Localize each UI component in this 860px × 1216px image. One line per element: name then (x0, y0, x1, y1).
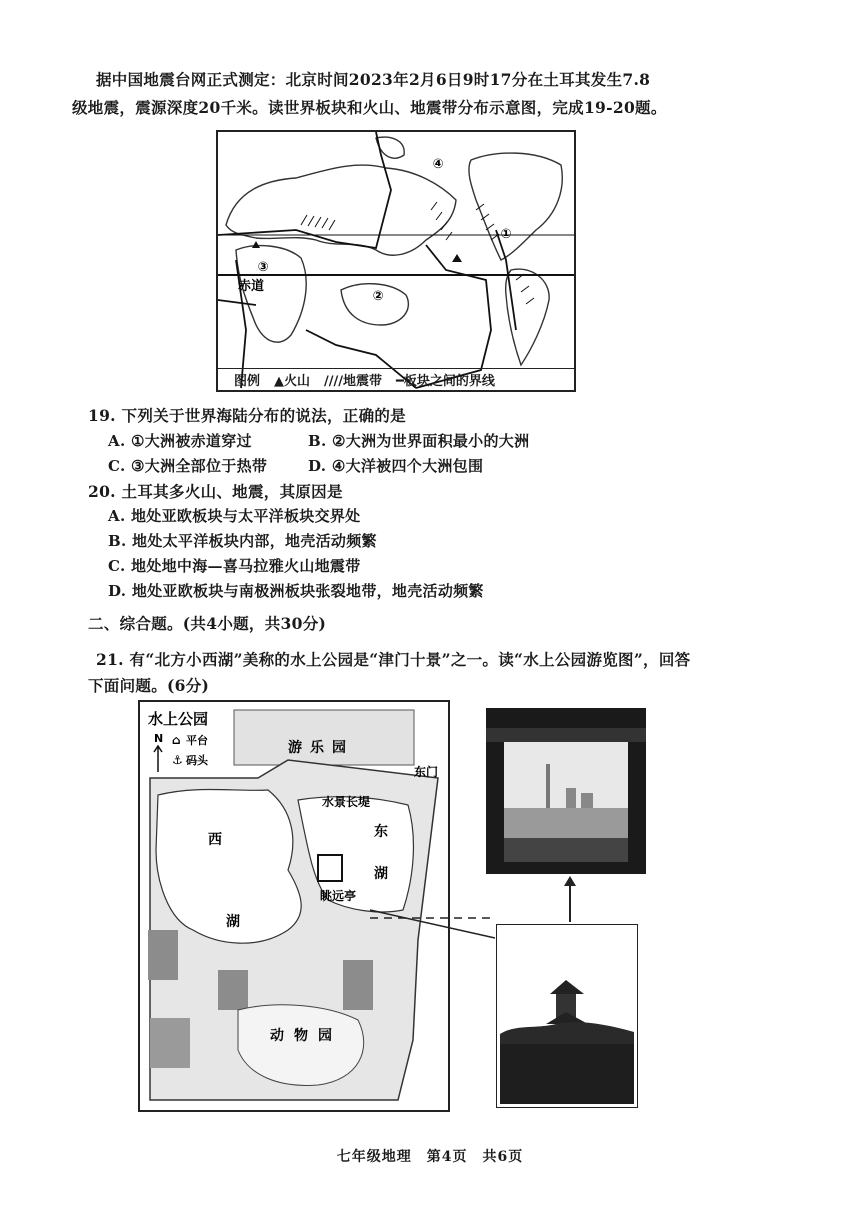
equator-label: 赤道 (238, 279, 265, 294)
legend-pier: 码头 (186, 754, 208, 767)
legend-platform: 平台 (186, 734, 208, 747)
q19-option-d: D. ④大洋被四个大洲包围 (308, 457, 484, 475)
amusement-label: 游乐园 (288, 740, 354, 756)
q19-option-c: C. ③大洲全部位于热带 (108, 457, 268, 475)
section-2-heading: 二、综合题。(共4小题，共30分) (88, 614, 327, 633)
legend-boundary: ━板块之间的界线 (396, 374, 495, 389)
volcano-icon: ▲ (274, 374, 285, 389)
pavilion-label: 眺远亭 (320, 889, 357, 903)
q21-line-2: 下面问题。(6分) (88, 676, 210, 695)
q20-option-a: A. 地处亚欧板块与太平洋板块交界处 (108, 507, 361, 525)
label-2: ② (372, 289, 384, 304)
west-lake-char-2: 湖 (226, 914, 240, 930)
east-gate-label: 东门 (414, 765, 439, 779)
world-map-legend (218, 368, 574, 390)
q20-stem: 20. 土耳其多火山、地震，其原因是 (88, 482, 343, 501)
park-map-title: 水上公园 (148, 710, 209, 728)
q20-option-b: B. 地处太平洋板块内部，地壳活动频繁 (108, 532, 377, 550)
north-label: N (154, 732, 164, 745)
q19-stem: 19. 下列关于世界海陆分布的说法，正确的是 (88, 406, 406, 425)
legend-volcano: ▲火山 (274, 374, 311, 389)
intro-line-1: 据中国地震台网正式测定：北京时间2023年2月6日9时17分在土耳其发生7.8 (96, 70, 651, 89)
q21-line-1: 21. 有“北方小西湖”美称的水上公园是“津门十景”之一。读“水上公园游览图”，回答 (96, 650, 691, 669)
anchor-icon: ⚓ (172, 753, 183, 767)
east-lake-char-1: 东 (374, 824, 388, 840)
q19-option-b: B. ②大洲为世界面积最小的大洲 (308, 432, 530, 450)
photo-pointers (360, 700, 500, 940)
q19-option-a: A. ①大洲被赤道穿过 (108, 432, 252, 450)
intro-paragraph (72, 66, 776, 122)
west-lake-char-1: 西 (208, 832, 222, 848)
label-4: ④ (432, 157, 444, 172)
page-footer: 七年级地理 第4页 共6页 (336, 1149, 524, 1165)
zoo-label: 动物园 (270, 1028, 342, 1044)
world-plates-map (216, 130, 576, 392)
legend-quake-belt: ////地震带 (324, 374, 383, 389)
photo-arrow (560, 874, 580, 924)
east-lake-char-2: 湖 (374, 866, 388, 882)
causeway-label: 水景长堤 (322, 795, 371, 809)
label-3: ③ (257, 260, 269, 275)
hatch-icon: //// (324, 374, 344, 389)
label-1: ① (500, 227, 512, 242)
view-photo (486, 708, 646, 874)
platform-icon: ⌂ (172, 733, 181, 747)
pavilion-photo (496, 924, 638, 1108)
q20-option-c: C. 地处地中海—喜马拉雅火山地震带 (108, 557, 361, 575)
boundary-line-icon: ━ (396, 374, 404, 389)
intro-line-2: 级地震，震源深度20千米。读世界板块和火山、地震带分布示意图，完成19-20题。 (72, 98, 667, 117)
q20-option-d: D. 地处亚欧板块与南极洲板块张裂地带，地壳活动频繁 (108, 582, 484, 600)
legend-prefix: 图例 (234, 374, 261, 389)
